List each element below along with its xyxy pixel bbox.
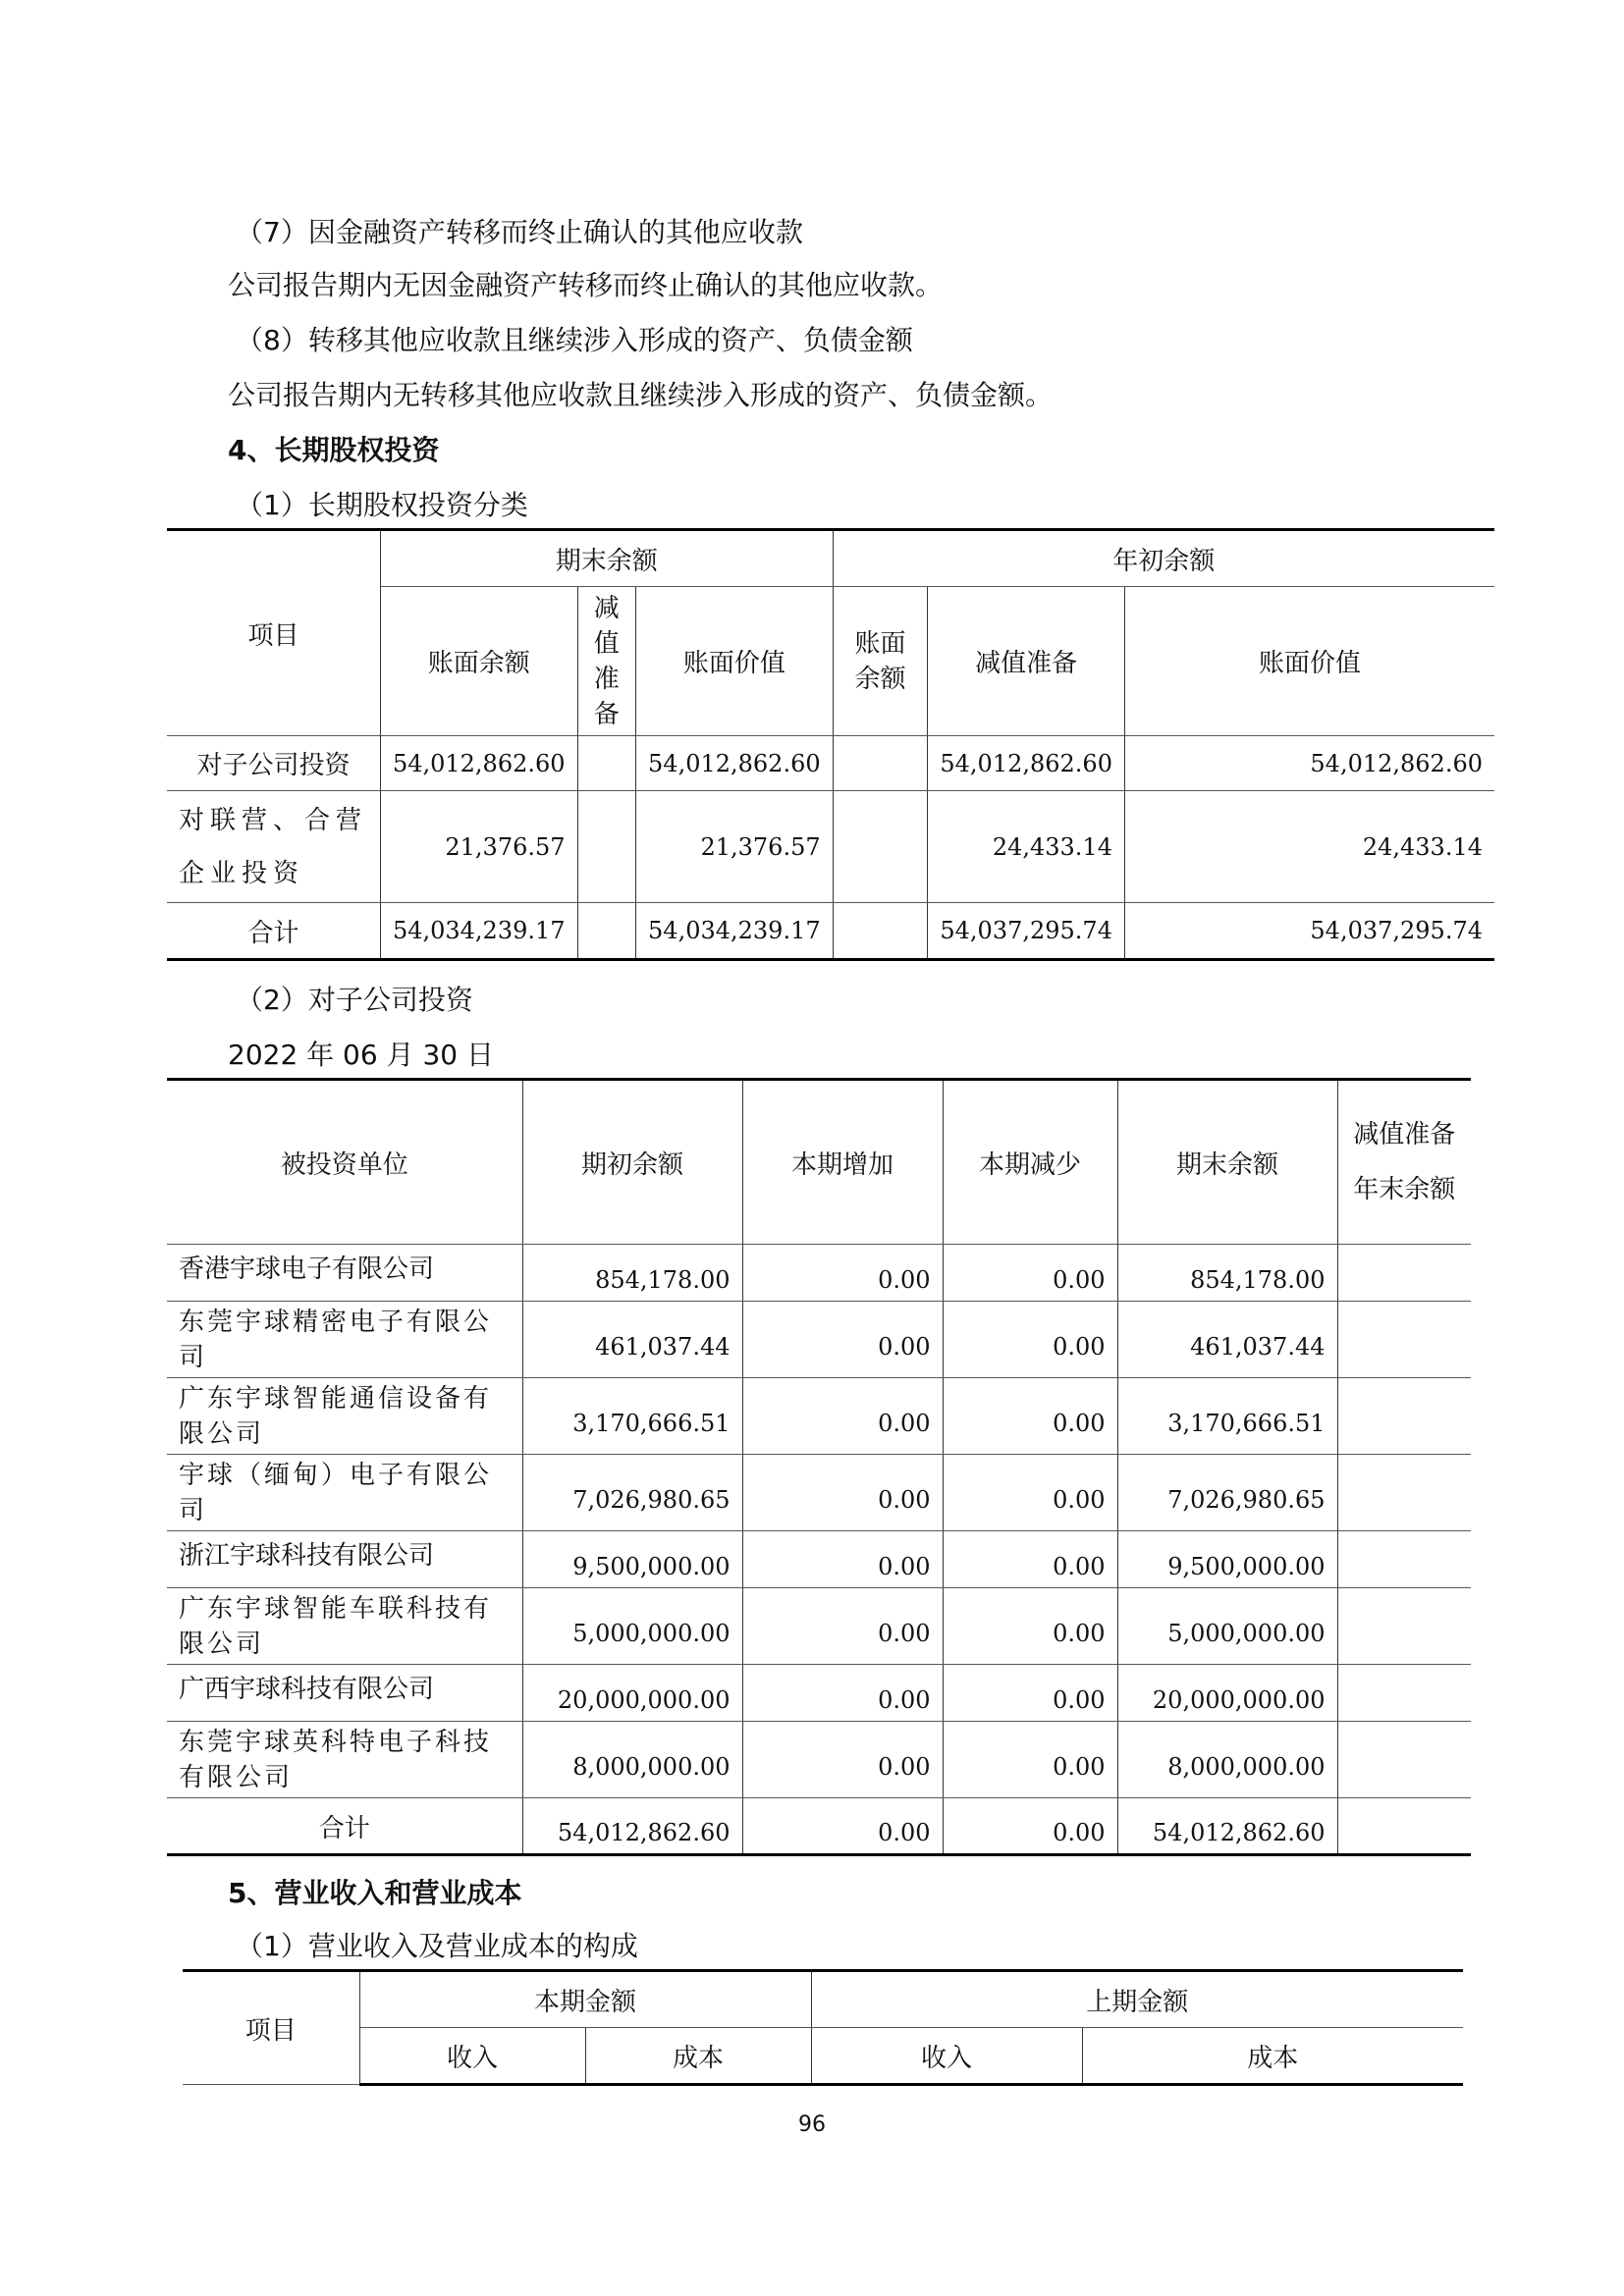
t1-cell: 54,012,862.60 <box>1124 736 1494 791</box>
t2-row-unit: 香港宇球电子有限公司 <box>167 1245 522 1302</box>
t1-cell: 54,037,295.74 <box>928 903 1125 960</box>
t2-cell: 0.00 <box>943 1378 1117 1455</box>
para-8-title: （8）转移其他应收款且继续涉入形成的资产、负债金额 <box>236 324 913 356</box>
t1-row-item: 对联营、合营企业投资 <box>167 791 380 903</box>
t2-cell <box>1337 1722 1471 1798</box>
t1-cell: 54,012,862.60 <box>636 736 834 791</box>
t2-cell: 461,037.44 <box>522 1302 742 1378</box>
t2-header-end: 期末余额 <box>1117 1080 1337 1245</box>
table-row <box>167 1245 1471 1302</box>
t2-cell: 5,000,000.00 <box>1117 1588 1337 1665</box>
section-4-date: 2022 年 06 月 30 日 <box>228 1039 495 1071</box>
t1-cell: 21,376.57 <box>636 791 834 903</box>
t2-cell: 0.00 <box>943 1588 1117 1665</box>
table-row <box>167 736 1494 791</box>
table-row <box>167 1302 1471 1378</box>
t1-cell: 54,012,862.60 <box>380 736 577 791</box>
t2-header-decrease: 本期减少 <box>943 1080 1117 1245</box>
long-term-equity-table <box>167 528 1494 961</box>
t1-cell <box>577 903 636 960</box>
t2-cell <box>1337 1302 1471 1378</box>
t2-total-label: 合计 <box>167 1798 522 1855</box>
t2-cell: 0.00 <box>742 1531 943 1588</box>
t2-cell: 0.00 <box>742 1798 943 1855</box>
table-row <box>167 1455 1471 1531</box>
t1-cell: 54,037,295.74 <box>1124 903 1494 960</box>
t2-cell: 20,000,000.00 <box>1117 1665 1337 1722</box>
t2-cell: 854,178.00 <box>1117 1245 1337 1302</box>
t3-header-item: 项目 <box>183 1971 359 2085</box>
t2-cell: 0.00 <box>943 1722 1117 1798</box>
t2-cell <box>1337 1455 1471 1531</box>
t2-row-unit: 广西宇球科技有限公司 <box>167 1665 522 1722</box>
t1-cell: 54,034,239.17 <box>636 903 834 960</box>
page-number: 96 <box>798 2112 826 2137</box>
t2-header-unit: 被投资单位 <box>167 1080 522 1245</box>
t2-cell: 0.00 <box>943 1665 1117 1722</box>
section-5-sub1: （1）营业收入及营业成本的构成 <box>236 1930 638 1962</box>
t3-header-revenue-prior: 收入 <box>811 2028 1082 2085</box>
t2-row-unit: 宇球（缅甸）电子有限公司 <box>167 1455 522 1531</box>
t2-cell <box>1337 1588 1471 1665</box>
t2-cell: 0.00 <box>742 1722 943 1798</box>
t2-cell: 54,012,862.60 <box>1117 1798 1337 1855</box>
t1-cell: 54,034,239.17 <box>380 903 577 960</box>
t2-cell: 8,000,000.00 <box>1117 1722 1337 1798</box>
t1-header-item: 项目 <box>167 530 380 736</box>
t1-header-end-book-value: 账面价值 <box>636 587 834 736</box>
t3-header-cost-prior: 成本 <box>1082 2028 1463 2085</box>
t2-header-impairment: 减值准备年末余额 <box>1337 1080 1471 1245</box>
t2-cell: 0.00 <box>742 1378 943 1455</box>
t1-cell <box>833 903 928 960</box>
para-8-text: 公司报告期内无转移其他应收款且继续涉入形成的资产、负债金额。 <box>228 379 1054 411</box>
t2-cell: 7,026,980.65 <box>1117 1455 1337 1531</box>
table-row <box>167 1588 1471 1665</box>
t2-cell: 20,000,000.00 <box>522 1665 742 1722</box>
table-row <box>167 1722 1471 1798</box>
t2-cell <box>1337 1531 1471 1588</box>
t1-header-begin-book-value: 账面价值 <box>1124 587 1494 736</box>
t2-cell: 0.00 <box>742 1455 943 1531</box>
t2-cell: 0.00 <box>943 1531 1117 1588</box>
t2-cell: 3,170,666.51 <box>522 1378 742 1455</box>
t1-cell <box>833 791 928 903</box>
t2-cell <box>1337 1665 1471 1722</box>
t2-cell: 8,000,000.00 <box>522 1722 742 1798</box>
section-4-sub1: （1）长期股权投资分类 <box>236 489 528 521</box>
subsidiary-investment-table <box>167 1078 1471 1856</box>
t1-header-end-impairment: 减 值 准 备 <box>577 587 636 736</box>
para-7-text: 公司报告期内无因金融资产转移而终止确认的其他应收款。 <box>228 269 944 301</box>
section-4-sub2: （2）对子公司投资 <box>236 984 473 1016</box>
t2-cell: 9,500,000.00 <box>1117 1531 1337 1588</box>
t2-cell: 0.00 <box>943 1455 1117 1531</box>
t2-cell: 461,037.44 <box>1117 1302 1337 1378</box>
table-row <box>167 1531 1471 1588</box>
t2-cell: 0.00 <box>742 1588 943 1665</box>
t1-header-begin-impairment: 减值准备 <box>928 587 1125 736</box>
table-row <box>167 1798 1471 1855</box>
t2-cell <box>1337 1798 1471 1855</box>
table-row <box>167 1378 1471 1455</box>
t1-row-item: 对子公司投资 <box>167 736 380 791</box>
t2-cell: 0.00 <box>943 1302 1117 1378</box>
t2-cell <box>1337 1378 1471 1455</box>
t1-header-end: 期末余额 <box>380 530 833 587</box>
t3-header-revenue: 收入 <box>359 2028 585 2085</box>
section-5-heading: 5、营业收入和营业成本 <box>228 1877 522 1909</box>
t2-cell: 0.00 <box>742 1302 943 1378</box>
t1-row-item: 合计 <box>167 903 380 960</box>
t2-row-unit: 浙江宇球科技有限公司 <box>167 1531 522 1588</box>
t1-cell <box>577 791 636 903</box>
t2-row-unit: 广东宇球智能车联科技有限公司 <box>167 1588 522 1665</box>
t3-header-cost: 成本 <box>585 2028 811 2085</box>
t2-cell: 0.00 <box>742 1245 943 1302</box>
t1-header-begin: 年初余额 <box>833 530 1494 587</box>
t2-cell: 854,178.00 <box>522 1245 742 1302</box>
t2-cell: 3,170,666.51 <box>1117 1378 1337 1455</box>
table-row <box>167 1665 1471 1722</box>
t1-cell <box>833 736 928 791</box>
t2-cell: 0.00 <box>943 1798 1117 1855</box>
t1-cell <box>577 736 636 791</box>
t2-cell <box>1337 1245 1471 1302</box>
t2-cell: 54,012,862.60 <box>522 1798 742 1855</box>
t1-cell: 24,433.14 <box>1124 791 1494 903</box>
revenue-cost-table <box>183 1969 1463 2086</box>
t2-cell: 5,000,000.00 <box>522 1588 742 1665</box>
t1-cell: 21,376.57 <box>380 791 577 903</box>
t2-cell: 9,500,000.00 <box>522 1531 742 1588</box>
t3-header-current: 本期金额 <box>359 1971 811 2028</box>
t3-header-prior: 上期金额 <box>811 1971 1463 2028</box>
t2-cell: 7,026,980.65 <box>522 1455 742 1531</box>
para-7-title: （7）因金融资产转移而终止确认的其他应收款 <box>236 216 803 248</box>
t2-row-unit: 东莞宇球英科特电子科技有限公司 <box>167 1722 522 1798</box>
t2-cell: 0.00 <box>742 1665 943 1722</box>
table-row <box>167 903 1494 960</box>
t2-row-unit: 东莞宇球精密电子有限公司 <box>167 1302 522 1378</box>
t2-row-unit: 广东宇球智能通信设备有限公司 <box>167 1378 522 1455</box>
t2-cell: 0.00 <box>943 1245 1117 1302</box>
t1-header-begin-book-balance: 账面 余额 <box>833 587 928 736</box>
t2-header-increase: 本期增加 <box>742 1080 943 1245</box>
t1-cell: 54,012,862.60 <box>928 736 1125 791</box>
table-row <box>167 791 1494 903</box>
t1-header-end-book-balance: 账面余额 <box>380 587 577 736</box>
t1-cell: 24,433.14 <box>928 791 1125 903</box>
t2-header-begin: 期初余额 <box>522 1080 742 1245</box>
section-4-heading: 4、长期股权投资 <box>228 434 440 466</box>
